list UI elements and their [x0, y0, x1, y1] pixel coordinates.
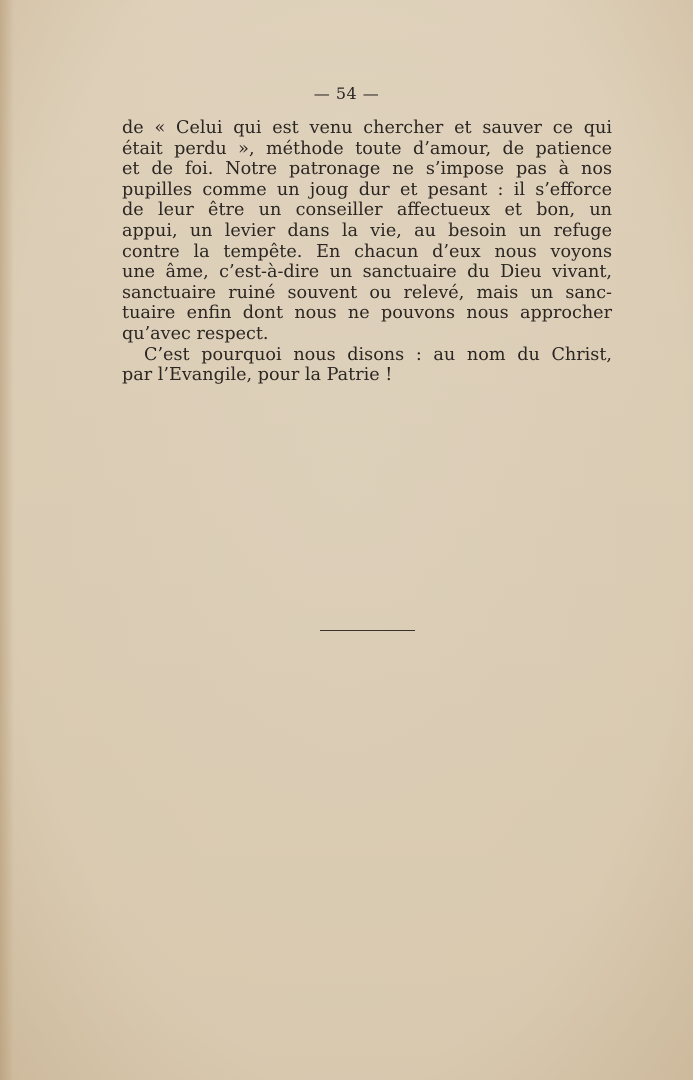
text-line: appui, un levier dans la vie, au besoin un refuge	[122, 220, 612, 241]
text-line: sanctuaire ruiné souvent ou relevé, mais un sanc-	[122, 282, 612, 303]
page-number: — 54 —	[313, 84, 380, 103]
body-text	[122, 118, 612, 386]
paragraph-1	[122, 118, 612, 345]
text-line: contre la tempête. En chacun d’eux nous voyons	[122, 241, 612, 262]
section-divider-rule	[320, 630, 415, 631]
text-line: de « Celui qui est venu chercher et sauver ce qui	[122, 118, 612, 138]
text-line: tuaire enfin dont nous ne pouvons nous approcher	[122, 303, 612, 324]
page-edge-shadow	[0, 0, 14, 1080]
text-line: pupilles comme un joug dur et pesant : il s’efforce	[122, 179, 612, 200]
text-line: était perdu », méthode toute d’amour, de patience	[122, 138, 612, 159]
text-line: une âme, c’est-à-dire un sanctuaire du Dieu vivant,	[122, 262, 612, 283]
text-line: par l’Evangile, pour la Patrie !	[122, 365, 393, 386]
text-line: qu’avec respect.	[122, 323, 269, 344]
text-line: de leur être un conseiller affectueux et bon, un	[122, 200, 612, 221]
text-line: et de foi. Notre patronage ne s’impose pas à nos	[122, 159, 612, 180]
text-line: C’est pourquoi nous disons : au nom du Christ,	[144, 344, 612, 365]
paragraph-2	[122, 345, 612, 386]
